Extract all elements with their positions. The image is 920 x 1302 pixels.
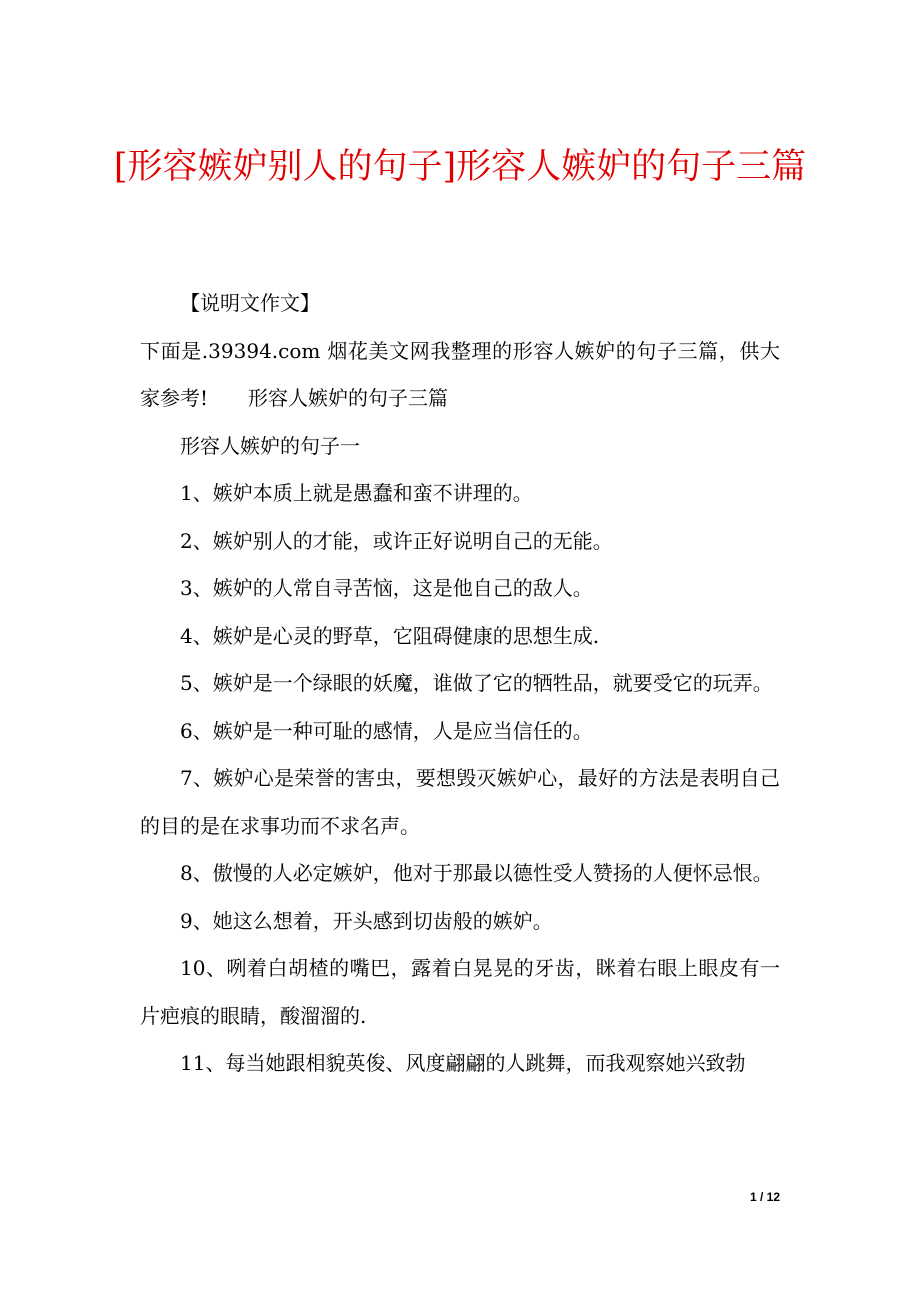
sentence-item: 5、嫉妒是一个绿眼的妖魔，谁做了它的牺牲品，就要受它的玩弄。 bbox=[180, 671, 773, 695]
sentence-item: 7、嫉妒心是荣誉的害虫，要想毁灭嫉妒心，最好的方法是表明自己的目的是在求事功而不求名声。 bbox=[140, 766, 780, 838]
page-number: 1 / 12 bbox=[749, 1190, 780, 1204]
intro-subtitle: 形容人嫉妒的句子三篇 bbox=[248, 386, 449, 410]
sentence-item: 4、嫉妒是心灵的野草，它阻碍健康的思想生成. bbox=[180, 623, 600, 648]
intro-lead: 下面是.39394.com 烟花美文网我整理的形容人嫉妒的句子三篇，供大家参考! bbox=[140, 338, 780, 410]
sentence-item: 6、嫉妒是一种可耻的感情，人是应当信任的。 bbox=[180, 718, 593, 743]
sentence-item: 1、嫉妒本质上就是愚蠢和蛮不讲理的。 bbox=[180, 481, 533, 505]
document-body bbox=[140, 280, 780, 1088]
sentence-item: 2、嫉妒别人的才能，或许正好说明自己的无能。 bbox=[180, 528, 613, 553]
sentence-item: 8、傲慢的人必定嫉妒，他对于那最以德性受人赞扬的人便怀忌恨。 bbox=[180, 861, 773, 885]
sentence-item: 10、咧着白胡楂的嘴巴，露着白晃晃的牙齿，眯着右眼上眼皮有一片疤痕的眼睛，酸溜溜的. bbox=[140, 956, 780, 1028]
sentence-item: 11、每当她跟相貌英俊、风度翩翩的人跳舞，而我观察她兴致勃 bbox=[180, 1051, 746, 1075]
document-title: [形容嫉妒别人的句子]形容人嫉妒的句子三篇 bbox=[113, 147, 807, 187]
sentence-item: 3、嫉妒的人常自寻苦恼，这是他自己的敌人。 bbox=[180, 576, 593, 600]
category-label: 【说明文作文】 bbox=[180, 291, 320, 315]
intro-paragraph bbox=[140, 328, 780, 423]
sentence-item: 9、她这么想着，开头感到切齿般的嫉妒。 bbox=[180, 908, 553, 933]
section-heading: 形容人嫉妒的句子一 bbox=[180, 433, 360, 458]
